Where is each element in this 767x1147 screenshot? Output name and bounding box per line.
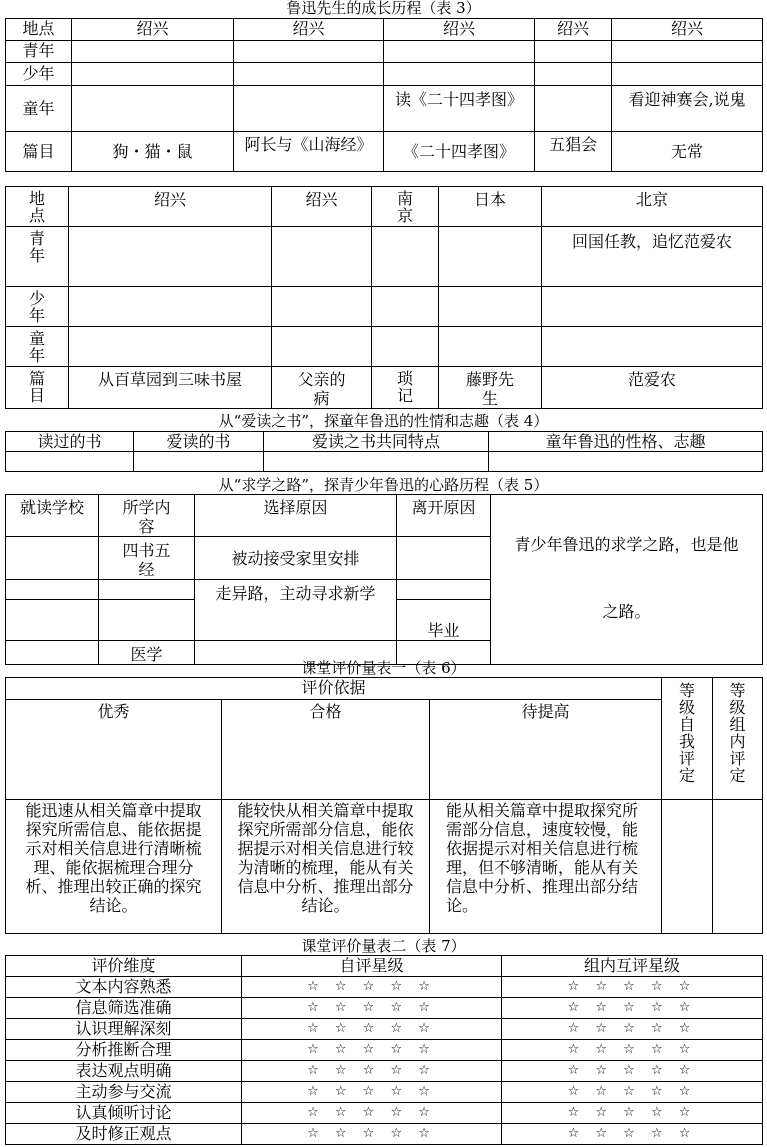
place-cell: 绍兴: [384, 19, 535, 41]
row-head: 篇目: [6, 367, 69, 409]
reason-cell: 被动接受家里安排: [195, 537, 397, 580]
evaluation-table-2: [5, 955, 763, 1145]
group-stars[interactable]: ☆ ☆ ☆ ☆ ☆: [502, 1040, 763, 1061]
group-stars[interactable]: ☆ ☆ ☆ ☆ ☆: [502, 1124, 763, 1145]
dimension-cell: 认真倾听讨论: [6, 1103, 242, 1124]
youth-row: [6, 227, 763, 287]
work-cell: 无常: [612, 132, 763, 172]
work-cell: 《二十四孝图》: [384, 132, 535, 172]
self-stars[interactable]: ☆ ☆ ☆ ☆ ☆: [242, 1103, 502, 1124]
teen-row: [6, 287, 763, 327]
header-cell: 组内互评星级: [502, 956, 763, 977]
header-cell: 读过的书: [6, 432, 134, 452]
summary-cell: [491, 495, 763, 665]
reading-table: [5, 431, 763, 472]
place-row: [6, 187, 763, 227]
self-stars[interactable]: ☆ ☆ ☆ ☆ ☆: [242, 998, 502, 1019]
work-cell: 父亲的病: [272, 367, 372, 409]
dimension-cell: 主动参与交流: [6, 1082, 242, 1103]
dimension-cell: 信息筛选准确: [6, 998, 242, 1019]
self-stars[interactable]: ☆ ☆ ☆ ☆ ☆: [242, 1019, 502, 1040]
table-row: [6, 1019, 763, 1040]
place-cell: 绍兴: [612, 19, 763, 41]
table-row: [6, 1082, 763, 1103]
header-cell: 自评星级: [242, 956, 502, 977]
leave-cell: 毕业: [397, 600, 491, 641]
group-stars[interactable]: ☆ ☆ ☆ ☆ ☆: [502, 1103, 763, 1124]
youth-row: [6, 41, 763, 63]
row-head: 青年: [6, 41, 72, 63]
row-head: 童年: [6, 327, 69, 367]
table-row: [6, 1061, 763, 1082]
header-row: [6, 432, 763, 452]
childhood-cell: 看迎神赛会,说鬼: [612, 86, 763, 132]
content-cell: 医学: [99, 641, 195, 665]
level-cell: 优秀: [6, 700, 222, 800]
youth-beijing-cell: 回国任教，追忆范爱农: [542, 227, 763, 287]
table-row: [6, 1124, 763, 1145]
place-cell: 日本: [439, 187, 542, 227]
desc-cell: 能迅速从相关篇章中提取探究所需信息、能依据提示对相关信息进行清晰梳理、能依据梳理合理分析、推理出较正确的探究结论。: [6, 800, 222, 934]
childhood-row: [6, 86, 763, 132]
row-head: 地点: [6, 187, 69, 227]
dimension-cell: 表达观点明确: [6, 1061, 242, 1082]
place-cell: 绍兴: [69, 187, 272, 227]
table7-caption: 课堂评价量表二（表 7）: [301, 937, 466, 955]
dimension-cell: 文本内容熟悉: [6, 977, 242, 998]
row-head: 篇目: [6, 132, 72, 172]
self-stars[interactable]: ☆ ☆ ☆ ☆ ☆: [242, 1040, 502, 1061]
summary-text-2: 之路。: [602, 602, 651, 621]
work-cell: 藤野先生: [439, 367, 542, 409]
reason-cell: 走异路，主动寻求新学: [195, 580, 397, 641]
level-row: [6, 700, 763, 800]
basis-header: 评价依据: [6, 678, 662, 700]
group-stars[interactable]: ☆ ☆ ☆ ☆ ☆: [502, 998, 763, 1019]
row-head: 青年: [6, 227, 69, 287]
self-rating-header: 等级自我评定: [662, 678, 713, 800]
place-cell: 绍兴: [535, 19, 612, 41]
desc-cell: 能较快从相关篇章中提取探究所需部分信息，能依据提示对相关信息进行较为清晰的梳理，能从有关信息中分析、推理出部分结论。: [222, 800, 430, 934]
work-cell: 五猖会: [535, 132, 612, 172]
growth-table: [5, 18, 763, 172]
study-path-table: [5, 494, 763, 665]
evaluation-table-1: [5, 677, 763, 934]
dimension-cell: 分析推断合理: [6, 1040, 242, 1061]
header-cell: 爱读的书: [134, 432, 264, 452]
table-row: [6, 1103, 763, 1124]
dimension-cell: 及时修正观点: [6, 1124, 242, 1145]
table-row: [6, 977, 763, 998]
place-cell: 北京: [542, 187, 763, 227]
place-row: [6, 19, 763, 41]
self-stars[interactable]: ☆ ☆ ☆ ☆ ☆: [242, 1082, 502, 1103]
group-stars[interactable]: ☆ ☆ ☆ ☆ ☆: [502, 1019, 763, 1040]
header-cell: 爱读之书共同特点: [264, 432, 489, 452]
row-head: 少年: [6, 63, 72, 86]
self-stars[interactable]: ☆ ☆ ☆ ☆ ☆: [242, 977, 502, 998]
row-head: 地点: [6, 19, 72, 41]
header-cell: 所学内容: [99, 495, 195, 537]
level-cell: 待提高: [430, 700, 662, 800]
table-row: [6, 998, 763, 1019]
growth-table-2: [5, 186, 763, 409]
group-stars[interactable]: ☆ ☆ ☆ ☆ ☆: [502, 1082, 763, 1103]
table5-caption: 从“求学之路”，探青少年鲁迅的心路历程（表 5）: [218, 476, 549, 494]
table6-caption: 课堂评价量表一（表 6）: [301, 659, 466, 677]
group-stars[interactable]: ☆ ☆ ☆ ☆ ☆: [502, 977, 763, 998]
dimension-cell: 认识理解深刻: [6, 1019, 242, 1040]
table-row: [6, 1040, 763, 1061]
header-cell: 就读学校: [6, 495, 99, 537]
teen-row: [6, 63, 763, 86]
blank-row: [6, 452, 763, 472]
header-cell: 童年鲁迅的性格、志趣: [489, 432, 763, 452]
summary-text-1: 青少年鲁迅的求学之路，也是他: [514, 535, 739, 554]
group-rating-header: 等级组内评定: [713, 678, 763, 800]
table3-caption: 鲁迅先生的成长历程（表 3）: [286, 0, 481, 17]
row-head: 童年: [6, 86, 72, 132]
table4-caption: 从“爱读之书”，探童年鲁迅的性情和志趣（表 4）: [218, 412, 549, 430]
self-stars[interactable]: ☆ ☆ ☆ ☆ ☆: [242, 1124, 502, 1145]
content-cell: 四书五经: [99, 537, 195, 580]
childhood-cell: 读《二十四孝图》: [384, 86, 535, 132]
header-cell: 评价维度: [6, 956, 242, 977]
work-cell: 阿长与《山海经》: [234, 132, 384, 172]
header-row: [6, 495, 763, 537]
header-row: [6, 956, 763, 977]
level-cell: 合格: [222, 700, 430, 800]
group-stars[interactable]: ☆ ☆ ☆ ☆ ☆: [502, 1061, 763, 1082]
childhood-row: [6, 327, 763, 367]
place-cell: 南京: [372, 187, 439, 227]
works-row: [6, 132, 763, 172]
row-head: 少年: [6, 287, 69, 327]
header-cell: 选择原因: [195, 495, 397, 537]
place-cell: 绍兴: [272, 187, 372, 227]
work-cell: 范爱农: [542, 367, 763, 409]
desc-cell: 能从相关篇章中提取探究所需部分信息，速度较慢，能依据提示对相关信息进行梳理，但不够清晰，能从有关信息中分析、推理出部分结论。: [430, 800, 662, 934]
place-cell: 绍兴: [72, 19, 234, 41]
header-cell: 离开原因: [397, 495, 491, 537]
self-stars[interactable]: ☆ ☆ ☆ ☆ ☆: [242, 1061, 502, 1082]
work-cell: 从百草园到三味书屋: [69, 367, 272, 409]
works-row: [6, 367, 763, 409]
work-cell: 琐记: [372, 367, 439, 409]
place-cell: 绍兴: [234, 19, 384, 41]
basis-row: [6, 678, 763, 700]
description-row: [6, 800, 763, 934]
work-cell: 狗・猫・鼠: [72, 132, 234, 172]
